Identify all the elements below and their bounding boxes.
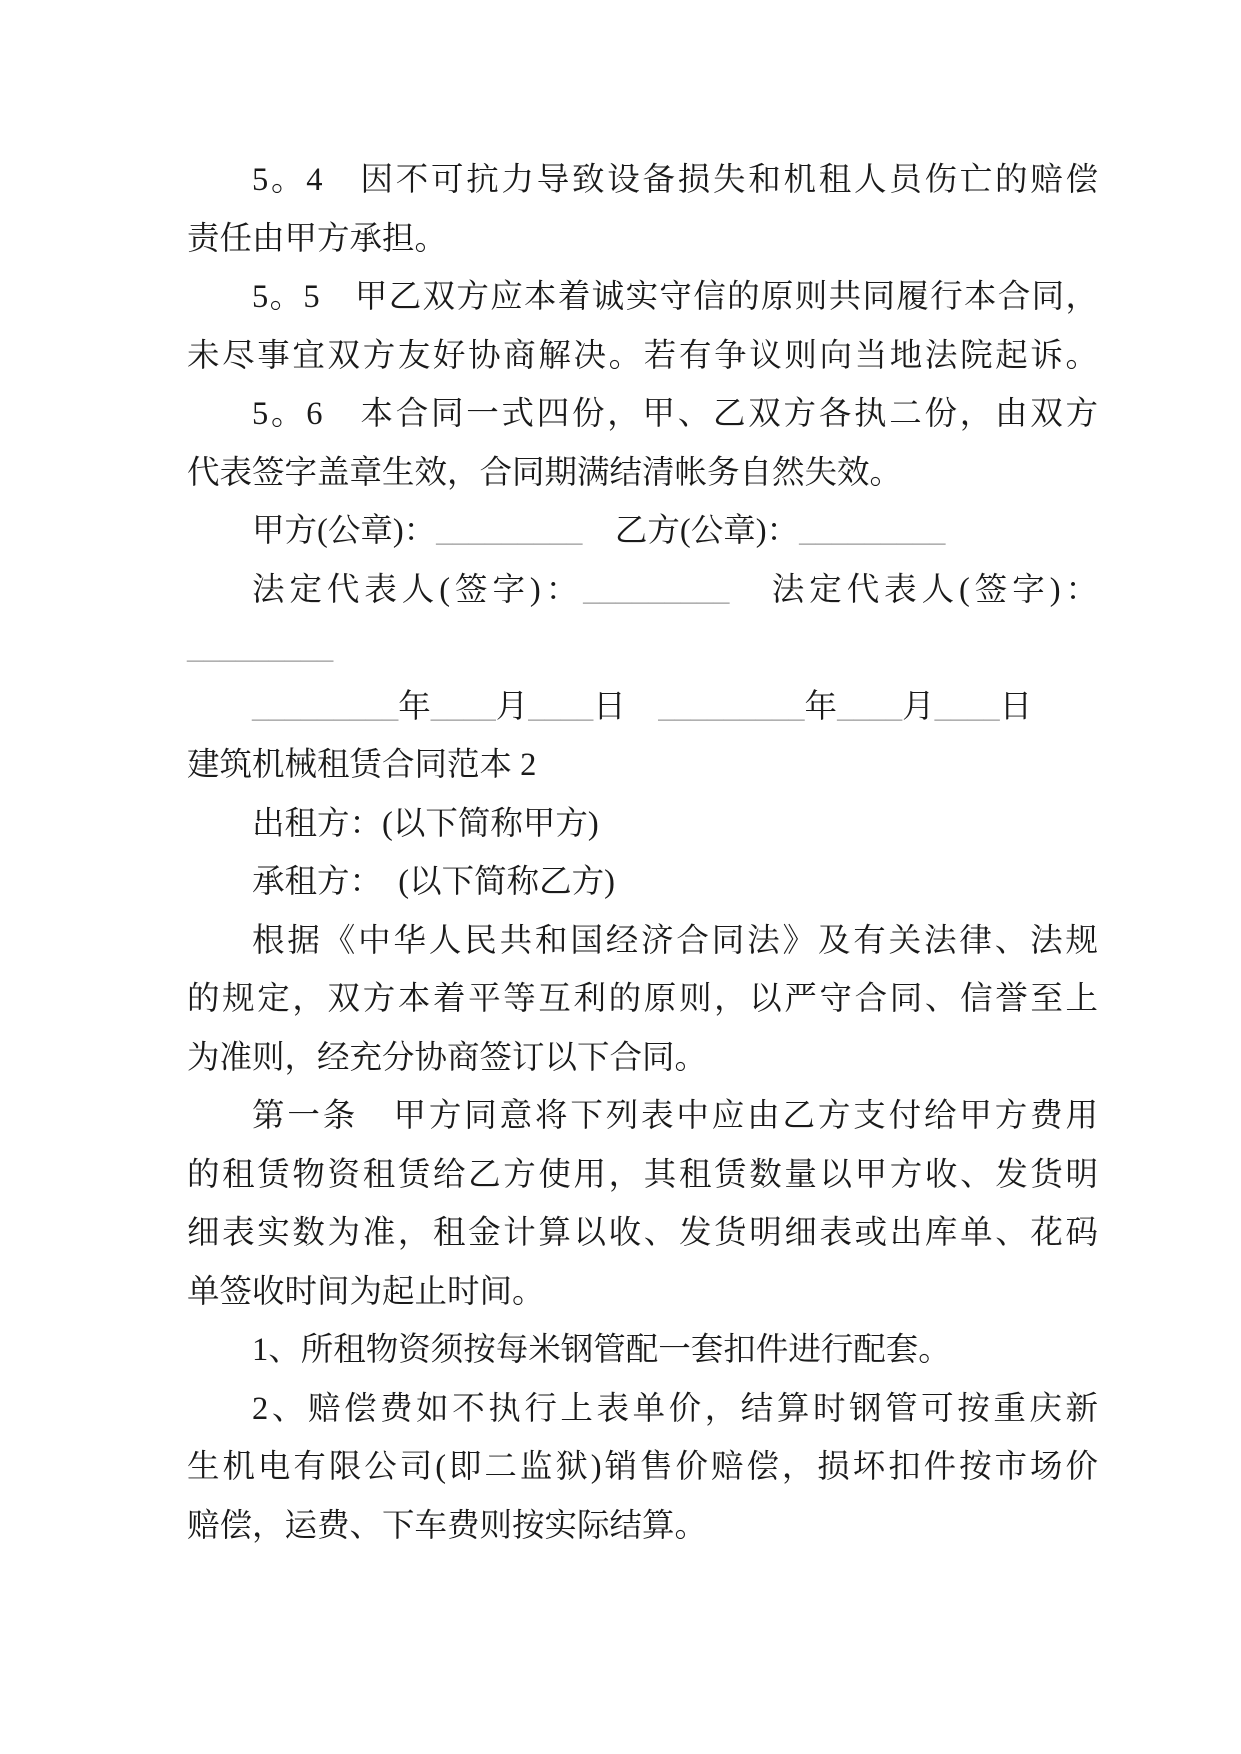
blank-underscore-field: _________	[658, 688, 805, 725]
seal-line	[187, 502, 1098, 561]
text-segment: 5。6 本合同一式四份，甲、乙双方各执二份，由双方	[252, 396, 1098, 432]
preamble-line-1	[187, 912, 1098, 971]
blank-underscore-field: ____	[528, 688, 594, 725]
text-segment: 生机电有限公司(即二监狱)销售价赔偿，损坏扣件按市场价	[187, 1449, 1098, 1485]
clause-5-6-line-1	[187, 385, 1098, 444]
blank-underscore-field: _________	[436, 513, 583, 549]
blank-underscore-field: _________	[799, 513, 946, 549]
lessee-line	[187, 853, 1098, 912]
preamble-line-2	[187, 970, 1098, 1029]
item-2-line-1	[187, 1380, 1098, 1439]
clause-5-4-line-2	[187, 210, 1098, 269]
text-segment: 5。5 甲乙双方应本着诚实守信的原则共同履行本合同，	[252, 279, 1098, 315]
clause-5-6-line-2	[187, 444, 1098, 503]
text-segment: 未尽事宜双方友好协商解决。若有争议则向当地法院起诉。	[187, 337, 1098, 374]
clause-5-5-line-2	[187, 327, 1098, 386]
representative-blank-continuation	[187, 619, 1098, 678]
text-segment: 建筑机械租赁合同范本 2	[187, 747, 537, 783]
text-segment: 细表实数为准，租金计算以收、发货明细表或出库单、花码	[187, 1215, 1098, 1251]
text-segment: 法定代表人(签字)：	[729, 571, 1098, 608]
text-segment: 承租方： (以下简称乙方)	[252, 864, 615, 900]
blank-underscore-field: ____	[934, 688, 1000, 725]
text-segment: 为准则，经充分协商签订以下合同。	[187, 1039, 708, 1076]
text-segment: 出租方：(以下简称甲方)	[252, 805, 599, 842]
item-1-line	[187, 1321, 1098, 1380]
item-2-line-3	[187, 1497, 1098, 1556]
text-segment: 乙方(公章)：	[582, 513, 800, 549]
clause-5-4-line-1	[187, 151, 1098, 210]
preamble-line-3	[187, 1029, 1098, 1088]
article-1-line-2	[187, 1146, 1098, 1205]
text-segment: 甲方(公章)：	[252, 513, 437, 549]
article-1-line-4	[187, 1263, 1098, 1322]
text-segment: 的租赁物资租赁给乙方使用，其租赁数量以甲方收、发货明	[187, 1156, 1098, 1193]
clause-5-5-line-1	[187, 268, 1098, 327]
text-segment: 根据《中华人民共和国经济合同法》及有关法律、法规	[252, 922, 1098, 959]
item-2-line-2	[187, 1438, 1098, 1497]
text-segment: 月	[495, 688, 529, 725]
text-segment: 日	[999, 688, 1033, 725]
representative-line	[187, 561, 1098, 620]
lessor-line	[187, 795, 1098, 854]
text-segment: 第一条 甲方同意将下列表中应由乙方支付给甲方费用	[252, 1098, 1098, 1134]
text-segment: 的规定，双方本着平等互利的原则，以严守合同、信誉至上	[187, 981, 1098, 1017]
text-segment: 单签收时间为起止时间。	[187, 1273, 545, 1310]
text-segment: 责任由甲方承担。	[187, 220, 448, 257]
text-segment: 2、赔偿费如不执行上表单价，结算时钢管可按重庆新	[252, 1390, 1098, 1427]
text-segment: 月	[902, 688, 935, 725]
blank-underscore-field: ____	[430, 688, 496, 725]
blank-underscore-field: ____	[837, 688, 903, 725]
text-segment: 日	[593, 688, 659, 725]
blank-underscore-field: _________	[187, 630, 334, 666]
text-segment: 赔偿，运费、下车费则按实际结算。	[187, 1507, 708, 1544]
text-segment: 年	[804, 688, 838, 725]
blank-underscore-field: _________	[252, 688, 399, 725]
text-segment: 年	[398, 688, 431, 725]
text-segment: 1、所租物资须按每米钢管配一套扣件进行配套。	[252, 1332, 951, 1368]
text-segment: 5。4 因不可抗力导致设备损失和机租人员伤亡的赔偿	[252, 162, 1098, 198]
blank-underscore-field: _________	[583, 571, 730, 608]
date-line	[187, 678, 1098, 737]
document-text-block	[187, 151, 1098, 1555]
article-1-line-1	[187, 1087, 1098, 1146]
text-segment: 代表签字盖章生效，合同期满结清帐务自然失效。	[187, 454, 903, 491]
article-1-line-3	[187, 1204, 1098, 1263]
template-2-title	[187, 736, 1098, 795]
text-segment: 法定代表人(签字)：	[252, 571, 584, 608]
